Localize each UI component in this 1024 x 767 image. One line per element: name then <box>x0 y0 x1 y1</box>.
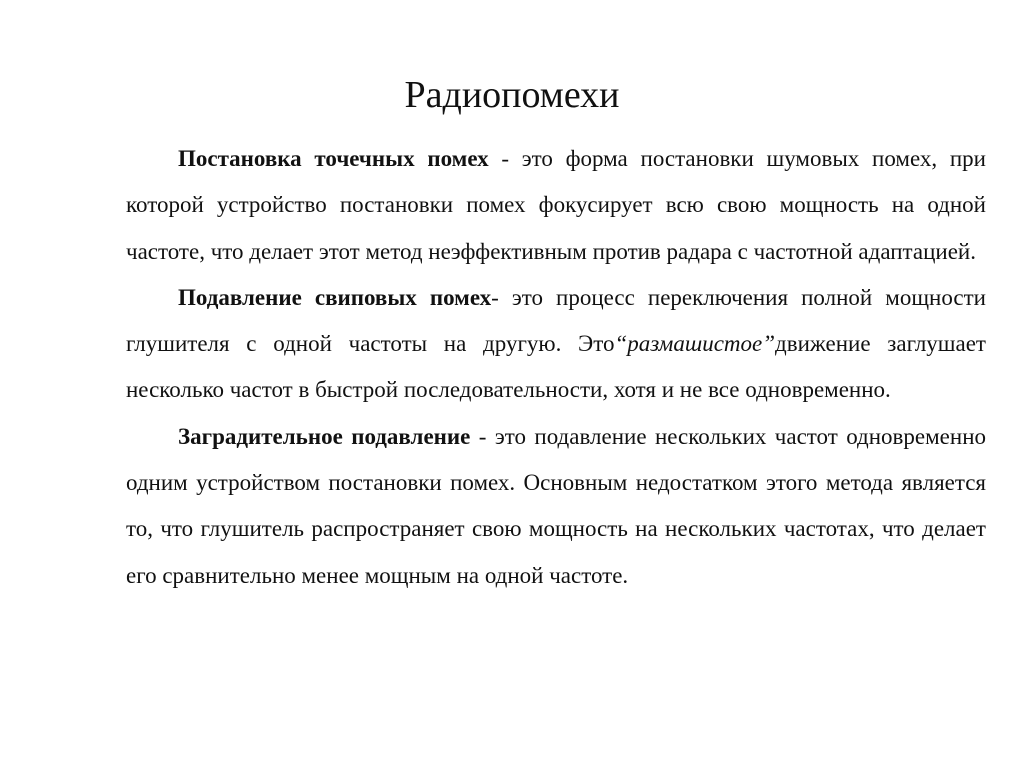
emphasis-sweeping: “размашистое” <box>614 331 776 357</box>
term-spot-jamming: Постановка точечных помех <box>178 146 489 171</box>
paragraph-sweep-jamming <box>126 275 986 414</box>
definition-barrage-jamming: - это подавление нескольких частот одновременно одним устройством постановки помех. Основным недостатком этого метода является то, что глушитель распространяет свою мощность на нескольких частотах, что делает его сравнительно менее мощным на одной частоте. <box>126 423 987 588</box>
slide-title: Радиопомехи <box>404 74 620 116</box>
term-barrage-jamming: Заградительное подавление <box>178 423 471 449</box>
slide-body <box>126 136 986 599</box>
definition-spot-jamming: - это форма постановки шумовых помех, при которой устройство постановки помех фокусирует всю свою мощность на одной частоте, что делает этот метод неэффективным против радара с частотной адаптацией. <box>126 146 986 264</box>
paragraph-barrage-jamming <box>126 414 986 599</box>
definition-sweep-jamming-part-2: движение заглушает несколько частот в быстрой последовательности, хотя и не все одновременно. <box>126 331 986 403</box>
paragraph-spot-jamming <box>126 136 986 275</box>
definition-sweep-jamming-part-1: - это процесс переключения полной мощности глушителя с одной частоты на другую. Это <box>126 284 986 357</box>
term-sweep-jamming: Подавление свиповых помех <box>178 284 492 310</box>
